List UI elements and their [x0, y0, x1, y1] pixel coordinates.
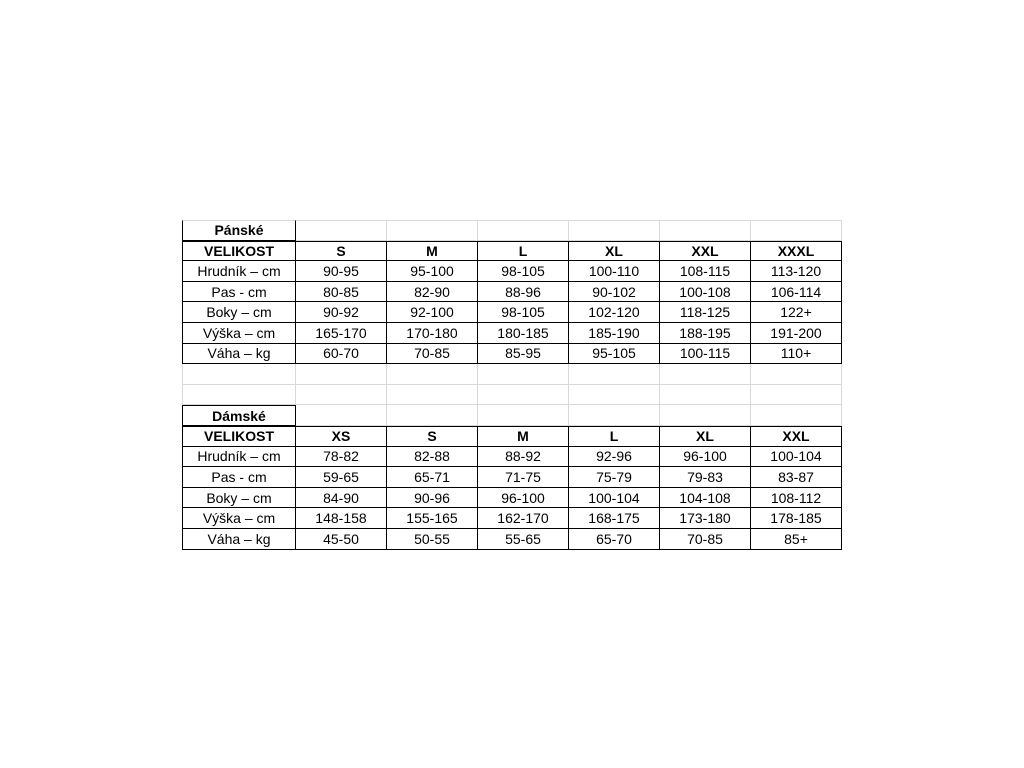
measurement-label: Výška – cm — [182, 323, 296, 344]
womens-size-header: M — [478, 426, 569, 447]
empty-cell — [296, 405, 387, 426]
mens-title-row — [182, 220, 842, 241]
empty-cell — [182, 364, 296, 385]
mens-row-waist — [182, 282, 842, 303]
table-cell: 92-100 — [387, 302, 478, 323]
womens-size-header: XXL — [751, 426, 842, 447]
table-cell: 78-82 — [296, 447, 387, 468]
table-cell: 85+ — [751, 529, 842, 550]
empty-cell — [478, 364, 569, 385]
table-cell: 191-200 — [751, 323, 842, 344]
table-cell: 100-108 — [660, 282, 751, 303]
table-cell: 102-120 — [569, 302, 660, 323]
table-cell: 71-75 — [478, 467, 569, 488]
table-cell: 188-195 — [660, 323, 751, 344]
table-cell: 122+ — [751, 302, 842, 323]
mens-row-height — [182, 323, 842, 344]
mens-size-header: M — [387, 241, 478, 262]
spacer-row — [182, 364, 842, 385]
measurement-label: Hrudník – cm — [182, 447, 296, 468]
mens-row-weight — [182, 344, 842, 365]
empty-cell — [387, 405, 478, 426]
table-cell: 82-88 — [387, 447, 478, 468]
womens-title-row — [182, 405, 842, 426]
empty-cell — [387, 385, 478, 406]
empty-cell — [296, 364, 387, 385]
empty-cell — [478, 405, 569, 426]
table-cell: 85-95 — [478, 344, 569, 365]
mens-row-hips — [182, 302, 842, 323]
table-cell: 65-70 — [569, 529, 660, 550]
table-cell: 100-104 — [569, 488, 660, 509]
womens-row-weight — [182, 529, 842, 550]
empty-cell — [660, 385, 751, 406]
mens-size-header: L — [478, 241, 569, 262]
mens-table-title: Pánské — [182, 220, 296, 241]
mens-header-label: VELIKOST — [182, 241, 296, 262]
table-cell: 178-185 — [751, 508, 842, 529]
table-cell: 65-71 — [387, 467, 478, 488]
table-cell: 45-50 — [296, 529, 387, 550]
womens-table-title: Dámské — [182, 405, 296, 426]
table-cell: 90-95 — [296, 261, 387, 282]
measurement-label: Váha – kg — [182, 529, 296, 550]
table-cell: 170-180 — [387, 323, 478, 344]
womens-size-header: XS — [296, 426, 387, 447]
table-cell: 155-165 — [387, 508, 478, 529]
empty-cell — [660, 220, 751, 241]
table-cell: 106-114 — [751, 282, 842, 303]
empty-cell — [751, 220, 842, 241]
table-cell: 95-100 — [387, 261, 478, 282]
mens-size-header: XXXL — [751, 241, 842, 262]
table-cell: 96-100 — [478, 488, 569, 509]
table-cell: 118-125 — [660, 302, 751, 323]
table-cell: 108-115 — [660, 261, 751, 282]
empty-cell — [569, 364, 660, 385]
table-cell: 100-104 — [751, 447, 842, 468]
table-cell: 168-175 — [569, 508, 660, 529]
womens-header-label: VELIKOST — [182, 426, 296, 447]
table-cell: 90-102 — [569, 282, 660, 303]
womens-row-chest — [182, 447, 842, 468]
measurement-label: Pas - cm — [182, 282, 296, 303]
table-cell: 98-105 — [478, 302, 569, 323]
table-cell: 185-190 — [569, 323, 660, 344]
table-cell: 60-70 — [296, 344, 387, 365]
empty-cell — [660, 405, 751, 426]
mens-row-chest — [182, 261, 842, 282]
empty-cell — [751, 385, 842, 406]
measurement-label: Boky – cm — [182, 302, 296, 323]
empty-cell — [660, 364, 751, 385]
table-cell: 108-112 — [751, 488, 842, 509]
empty-cell — [569, 385, 660, 406]
table-cell: 90-96 — [387, 488, 478, 509]
table-cell: 100-110 — [569, 261, 660, 282]
measurement-label: Výška – cm — [182, 508, 296, 529]
measurement-label: Pas - cm — [182, 467, 296, 488]
mens-size-header: XL — [569, 241, 660, 262]
measurement-label: Boky – cm — [182, 488, 296, 509]
table-cell: 70-85 — [387, 344, 478, 365]
table-cell: 96-100 — [660, 447, 751, 468]
empty-cell — [387, 220, 478, 241]
measurement-label: Váha – kg — [182, 344, 296, 365]
table-cell: 88-96 — [478, 282, 569, 303]
womens-size-header: L — [569, 426, 660, 447]
empty-cell — [296, 220, 387, 241]
table-cell: 173-180 — [660, 508, 751, 529]
table-cell: 88-92 — [478, 447, 569, 468]
empty-cell — [296, 385, 387, 406]
mens-size-header: S — [296, 241, 387, 262]
womens-row-waist — [182, 467, 842, 488]
table-cell: 80-85 — [296, 282, 387, 303]
womens-header-row — [182, 426, 842, 447]
spacer-row — [182, 385, 842, 406]
table-cell: 165-170 — [296, 323, 387, 344]
mens-size-header: XXL — [660, 241, 751, 262]
mens-header-row — [182, 241, 842, 262]
empty-cell — [182, 385, 296, 406]
empty-cell — [751, 364, 842, 385]
measurement-label: Hrudník – cm — [182, 261, 296, 282]
table-cell: 95-105 — [569, 344, 660, 365]
table-cell: 162-170 — [478, 508, 569, 529]
table-cell: 50-55 — [387, 529, 478, 550]
table-cell: 84-90 — [296, 488, 387, 509]
table-cell: 82-90 — [387, 282, 478, 303]
table-cell: 110+ — [751, 344, 842, 365]
table-cell: 98-105 — [478, 261, 569, 282]
womens-row-hips — [182, 488, 842, 509]
empty-cell — [387, 364, 478, 385]
womens-size-header: S — [387, 426, 478, 447]
table-cell: 180-185 — [478, 323, 569, 344]
table-cell: 55-65 — [478, 529, 569, 550]
table-cell: 75-79 — [569, 467, 660, 488]
table-cell: 70-85 — [660, 529, 751, 550]
table-cell: 100-115 — [660, 344, 751, 365]
table-cell: 79-83 — [660, 467, 751, 488]
empty-cell — [569, 220, 660, 241]
table-cell: 92-96 — [569, 447, 660, 468]
womens-row-height — [182, 508, 842, 529]
table-cell: 83-87 — [751, 467, 842, 488]
womens-size-header: XL — [660, 426, 751, 447]
empty-cell — [569, 405, 660, 426]
size-chart-sheet — [182, 220, 842, 550]
table-cell: 113-120 — [751, 261, 842, 282]
table-cell: 104-108 — [660, 488, 751, 509]
empty-cell — [478, 220, 569, 241]
table-cell: 59-65 — [296, 467, 387, 488]
table-cell: 148-158 — [296, 508, 387, 529]
table-cell: 90-92 — [296, 302, 387, 323]
empty-cell — [478, 385, 569, 406]
empty-cell — [751, 405, 842, 426]
